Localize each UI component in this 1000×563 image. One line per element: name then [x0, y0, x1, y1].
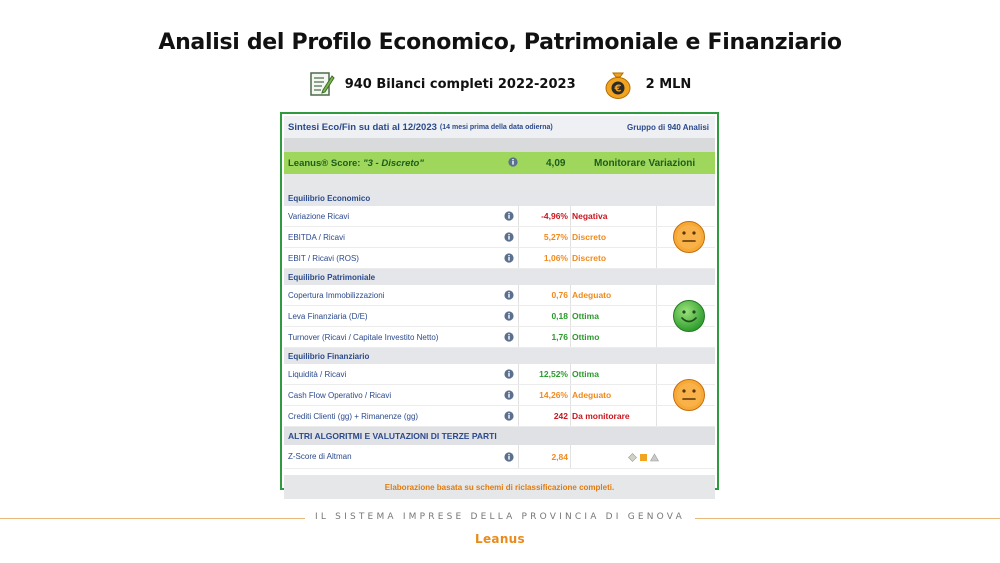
divider [656, 364, 657, 384]
divider [570, 248, 571, 268]
metric-row [284, 364, 715, 385]
metric-row [284, 285, 715, 306]
divider [570, 327, 571, 347]
metric-status: Adeguato [572, 390, 612, 400]
leanus-score-row [284, 152, 715, 174]
metric-row [284, 385, 715, 406]
divider [570, 406, 571, 426]
metric-status: Discreto [572, 253, 607, 263]
info-icon[interactable] [504, 311, 514, 321]
divider [570, 306, 571, 326]
happy-face-icon [672, 299, 706, 333]
triangle-icon [650, 453, 659, 462]
square-icon [639, 453, 648, 462]
section-header: Equilibrio Patrimoniale [284, 269, 715, 285]
info-icon[interactable] [504, 411, 514, 421]
euro-money-bag-icon [604, 69, 632, 99]
info-icon[interactable] [504, 369, 514, 379]
panel-header-subtitle: (14 mesi prima della data odierna) [439, 123, 553, 131]
divider [656, 327, 657, 347]
metric-name: EBIT / Ricavi (ROS) [288, 253, 359, 263]
divider [284, 138, 715, 152]
metric-row [284, 248, 715, 269]
metric-name: Variazione Ricavi [288, 211, 350, 221]
metric-row [284, 227, 715, 248]
metric-status: Ottimo [572, 332, 600, 342]
metric-value: 14,26% [539, 390, 568, 400]
info-icon[interactable] [508, 157, 518, 167]
footer-tagline: IL SISTEMA IMPRESE DELLA PROVINCIA DI GENOVA [315, 512, 685, 522]
panel-header [284, 116, 715, 138]
section-header: Equilibrio Economico [284, 190, 715, 206]
divider [656, 248, 657, 268]
info-icon[interactable] [504, 332, 514, 342]
metric-name: Leva Finanziaria (D/E) [288, 311, 368, 321]
metric-row [284, 406, 715, 427]
panel-header-group: Gruppo di 940 Analisi [627, 122, 709, 132]
score-message: Monitorare Variazioni [594, 157, 696, 169]
leanus-logo: Leanus [475, 532, 525, 546]
metric-row [284, 306, 715, 327]
divider [570, 285, 571, 305]
divider [570, 364, 571, 384]
metric-status: Adeguato [572, 290, 612, 300]
info-icon[interactable] [504, 290, 514, 300]
metric-name: Copertura Immobilizzazioni [288, 290, 385, 300]
zscore-row [284, 445, 715, 469]
other-algorithms-header: ALTRI ALGORITMI E VALUTAZIONI DI TERZE PARTI [284, 427, 715, 445]
divider [656, 285, 657, 305]
info-icon[interactable] [504, 232, 514, 242]
metric-row [284, 327, 715, 348]
score-value: 4,09 [546, 157, 566, 169]
footnote-bar [284, 475, 715, 499]
zscore-value: 2,84 [551, 451, 568, 462]
section-group [284, 364, 715, 427]
score-rating: "3 - Discreto" [363, 157, 424, 169]
amount-label: 2 MLN [645, 76, 692, 92]
footnote-text: Elaborazione basata su schemi di riclassificazione completi. [384, 482, 615, 492]
zscore-name: Z-Score di Altman [288, 452, 352, 461]
divider [656, 385, 657, 405]
info-icon[interactable] [504, 452, 514, 462]
divider [570, 385, 571, 405]
metric-status: Ottima [572, 311, 599, 321]
zscore-indicator [628, 453, 659, 462]
panel-header-title: Sintesi Eco/Fin su dati al 12/2023 [288, 121, 437, 133]
bilanci-info [309, 70, 576, 98]
metric-value: 0,18 [551, 311, 568, 321]
metric-status: Ottima [572, 369, 599, 379]
divider [656, 306, 657, 326]
metric-value: 0,76 [551, 290, 568, 300]
divider [570, 445, 571, 468]
metric-status: Da monitorare [572, 411, 630, 421]
divider [284, 174, 715, 190]
metric-status: Discreto [572, 232, 607, 242]
metric-name: Turnover (Ricavi / Capitale Investito Netto) [288, 332, 439, 342]
metric-name: Crediti Clienti (gg) + Rimanenze (gg) [288, 411, 419, 421]
divider [570, 227, 571, 247]
metric-value: 5,27% [543, 232, 568, 242]
metric-value: 12,52% [539, 369, 568, 379]
section-group [284, 285, 715, 348]
diamond-icon [628, 453, 637, 462]
divider [656, 406, 657, 426]
metric-value: 1,76 [551, 332, 568, 342]
divider [570, 206, 571, 226]
score-label: Leanus® Score: "3 - Discreto" [288, 157, 424, 169]
divider [656, 206, 657, 226]
section-header: Equilibrio Finanziario [284, 348, 715, 364]
svg-text:€: € [614, 83, 622, 95]
neutral-face-icon [672, 378, 706, 412]
metric-name: EBITDA / Ricavi [288, 232, 345, 242]
info-icon[interactable] [504, 253, 514, 263]
metric-name: Liquidità / Ricavi [288, 369, 347, 379]
document-edit-icon [309, 70, 335, 98]
info-icon[interactable] [504, 390, 514, 400]
metric-value: -4,96% [541, 211, 568, 221]
neutral-face-icon [672, 220, 706, 254]
page-title: Analisi del Profilo Economico, Patrimoniale e Finanziario [158, 30, 842, 55]
info-icon[interactable] [504, 211, 514, 221]
metric-value: 1,06% [543, 253, 568, 263]
synthesis-panel [280, 112, 719, 490]
section-group [284, 206, 715, 269]
amount-info [576, 69, 692, 99]
metric-name: Cash Flow Operativo / Ricavi [288, 390, 392, 400]
divider [656, 227, 657, 247]
metric-status: Negativa [572, 211, 608, 221]
metric-row [284, 206, 715, 227]
bilanci-label: 940 Bilanci completi 2022-2023 [344, 76, 576, 92]
summary-info-row [0, 66, 1000, 102]
sections-container [284, 190, 715, 427]
metric-value: 242 [553, 411, 568, 421]
